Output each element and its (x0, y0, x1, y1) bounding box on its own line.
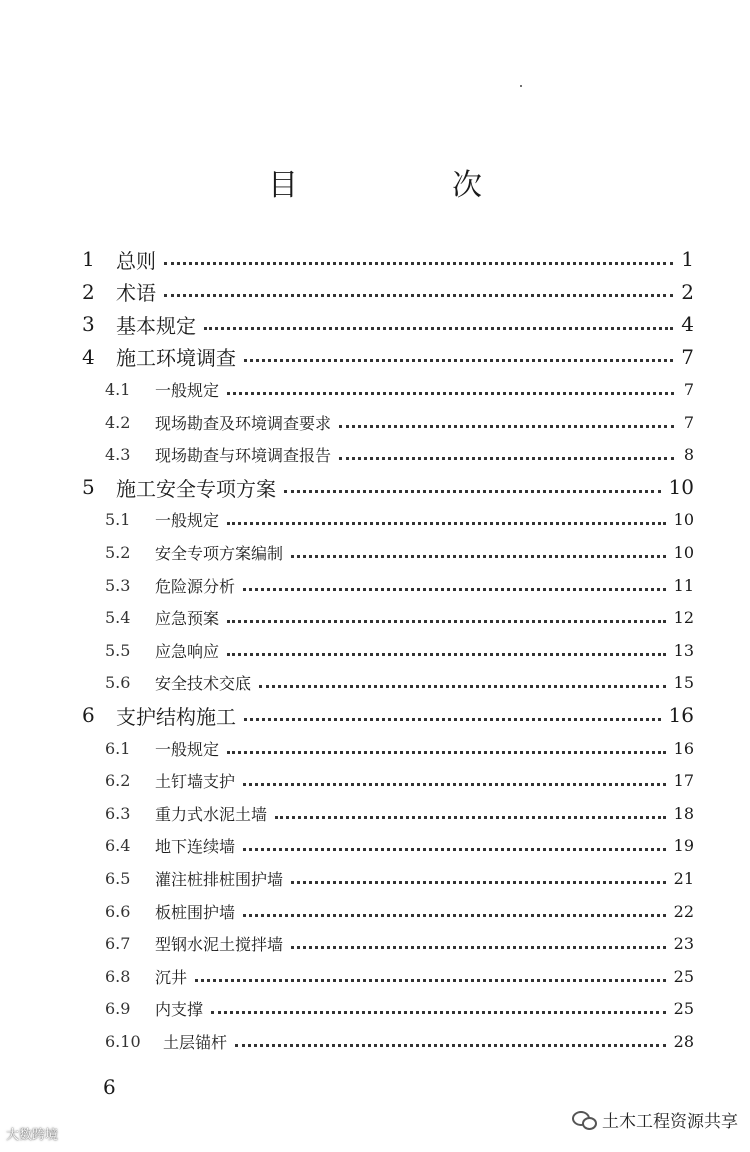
toc-dot-leader (211, 1011, 666, 1014)
toc-dot-leader (164, 262, 673, 265)
toc-entry-page: 25 (673, 966, 694, 986)
toc-entry-number: 6.4 (105, 836, 131, 856)
toc-entry[interactable] (82, 699, 694, 731)
toc-dot-leader (243, 914, 666, 917)
toc-entry-label: 基本规定 (116, 313, 196, 338)
toc-entry-number: 6.1 (105, 738, 131, 758)
toc-entry-page: 4 (681, 312, 694, 337)
toc-dot-leader (243, 783, 666, 786)
toc-dot-leader (339, 457, 674, 460)
toc-dot-leader (164, 294, 673, 297)
toc-entry-page: 11 (673, 575, 694, 595)
toc-dot-leader (227, 522, 666, 525)
toc-entry[interactable] (105, 732, 694, 764)
toc-entry-number: 3 (82, 312, 95, 337)
toc-dot-leader (291, 881, 666, 884)
toc-entry-number: 4.3 (105, 445, 131, 465)
toc-entry-label: 沉井 (155, 967, 188, 987)
toc-entry-number: 2 (82, 279, 95, 304)
toc-entry[interactable] (105, 993, 694, 1025)
toc-dot-leader (227, 620, 666, 623)
toc-entry-page: 21 (673, 868, 694, 888)
toc-entry-number: 4 (82, 344, 95, 369)
toc-dot-leader (284, 490, 661, 493)
toc-entry[interactable] (82, 471, 694, 503)
toc-entry[interactable] (105, 634, 694, 666)
toc-entry-page: 7 (681, 344, 694, 369)
toc-entry[interactable] (105, 373, 694, 405)
toc-entry[interactable] (105, 960, 694, 992)
toc-entry[interactable] (105, 928, 694, 960)
toc-entry-label: 内支撑 (155, 1000, 204, 1020)
toc-entry-page: 17 (673, 771, 694, 791)
toc-entry-label: 支护结构施工 (116, 704, 236, 729)
toc-entry[interactable] (105, 667, 694, 699)
toc-entry[interactable] (82, 308, 694, 340)
toc-entry-label: 现场勘查及环境调查要求 (155, 413, 332, 433)
toc-entry-label: 现场勘查与环境调查报告 (155, 446, 332, 466)
wechat-icon (572, 1111, 596, 1129)
toc-entry[interactable] (105, 830, 694, 862)
toc-dot-leader (227, 653, 666, 656)
toc-entry-page: 1 (681, 247, 694, 271)
toc-dot-leader (244, 359, 673, 362)
toc-entry[interactable] (82, 341, 694, 373)
toc-entry[interactable] (105, 895, 694, 927)
toc-dot-leader (339, 425, 674, 428)
toc-entry-label: 地下连续墙 (155, 837, 236, 857)
toc-entry-label: 安全专项方案编制 (155, 543, 284, 563)
toc-entry-page: 10 (668, 475, 694, 500)
toc-entry-page: 18 (673, 803, 694, 823)
toc-dot-leader (291, 555, 666, 558)
toc-entry-label: 板桩围护墙 (155, 902, 236, 922)
toc-entry-label: 型钢水泥土搅拌墙 (155, 935, 284, 955)
toc-entry-number: 5.6 (105, 673, 131, 693)
toc-dot-leader (227, 392, 674, 395)
toc-entry-page: 7 (683, 379, 694, 399)
toc-entry-label: 施工安全专项方案 (116, 476, 276, 501)
toc-dot-leader (227, 751, 666, 754)
toc-dot-leader (195, 979, 666, 982)
toc-entry-number: 6.8 (105, 966, 131, 986)
toc-entry-label: 安全技术交底 (155, 674, 252, 694)
toc-entry-page: 7 (683, 412, 694, 432)
toc-entry-number: 6.6 (105, 901, 131, 921)
toc-entry[interactable] (105, 504, 694, 536)
toc-entry-page: 19 (673, 836, 694, 856)
toc-entry-label: 应急响应 (155, 641, 220, 661)
toc-dot-leader (235, 1044, 666, 1047)
toc-entry-label: 土钉墙支护 (155, 772, 236, 792)
toc-entry-label: 一般规定 (155, 739, 220, 759)
toc-dot-leader (243, 588, 666, 591)
scan-speck (520, 85, 522, 87)
toc-dot-leader (291, 946, 666, 949)
toc-entry-number: 5.1 (105, 510, 131, 530)
toc-entry-number: 6.9 (105, 999, 131, 1019)
toc-entry-label: 应急预案 (155, 609, 220, 629)
toc-entry-number: 6.7 (105, 934, 131, 954)
page-title: 目 次 (268, 168, 544, 203)
toc-entry-number: 6.2 (105, 771, 131, 791)
toc-entry-page: 10 (673, 510, 694, 530)
toc-entry[interactable] (105, 797, 694, 829)
toc-dot-leader (259, 685, 666, 688)
toc-entry[interactable] (105, 406, 694, 438)
toc-dot-leader (243, 848, 666, 851)
toc-entry-number: 4.1 (105, 379, 131, 399)
toc-dot-leader (204, 327, 673, 330)
toc-dot-leader (275, 816, 666, 819)
toc-entry-label: 术语 (116, 281, 156, 306)
toc-entry-label: 危险源分析 (155, 576, 236, 596)
toc-entry-number: 6.5 (105, 868, 131, 888)
toc-entry[interactable] (105, 862, 694, 894)
toc-entry-page: 10 (673, 542, 694, 562)
toc-entry-number: 6.10 (105, 1031, 141, 1051)
toc-entry-label: 土层锚杆 (163, 1032, 228, 1052)
toc-entry-number: 5.2 (105, 542, 131, 562)
toc-entry-number: 5.5 (105, 640, 131, 660)
toc-entry-label: 一般规定 (155, 380, 220, 400)
toc-entry-label: 总则 (116, 248, 156, 273)
toc-entry-page: 8 (683, 445, 694, 465)
toc-entry-page: 13 (673, 640, 694, 660)
toc-dot-leader (244, 718, 661, 721)
toc-entry-page: 25 (673, 999, 694, 1019)
toc-entry[interactable] (82, 276, 694, 308)
toc-entry-number: 6 (82, 703, 95, 728)
toc-entry[interactable] (105, 602, 694, 634)
toc-entry-label: 重力式水泥土墙 (155, 804, 268, 824)
toc-entry[interactable] (105, 536, 694, 568)
toc-entry-number: 5.3 (105, 575, 131, 595)
toc-entry-number: 6.3 (105, 803, 131, 823)
watermark-left: 大数跨境 (6, 1128, 59, 1143)
watermark-right-label: 土木工程资源共享 (602, 1112, 738, 1132)
toc-entry-page: 2 (681, 279, 694, 304)
toc-entry-number: 5 (82, 475, 95, 500)
toc-entry[interactable] (105, 765, 694, 797)
watermark-right (572, 1107, 738, 1132)
toc-entry-number: 5.4 (105, 608, 131, 628)
toc-entry-page: 15 (673, 673, 694, 693)
toc-entry-page: 16 (673, 738, 694, 758)
page-number: 6 (103, 1075, 116, 1099)
toc-entry-number: 1 (82, 247, 95, 271)
toc-entry[interactable] (82, 243, 694, 275)
toc-entry-label: 灌注桩排桩围护墙 (155, 869, 284, 889)
toc-entry-page: 28 (673, 1031, 694, 1051)
toc-entry-label: 一般规定 (155, 511, 220, 531)
toc-entry-label: 施工环境调查 (116, 346, 236, 371)
toc-entry[interactable] (105, 569, 694, 601)
toc-entry-page: 22 (673, 901, 694, 921)
toc-entry-page: 23 (673, 934, 694, 954)
toc-entry-page: 12 (673, 608, 694, 628)
toc-entry[interactable] (105, 1025, 694, 1057)
toc-entry[interactable] (105, 439, 694, 471)
toc-entry-number: 4.2 (105, 412, 131, 432)
toc-entry-page: 16 (668, 703, 694, 728)
